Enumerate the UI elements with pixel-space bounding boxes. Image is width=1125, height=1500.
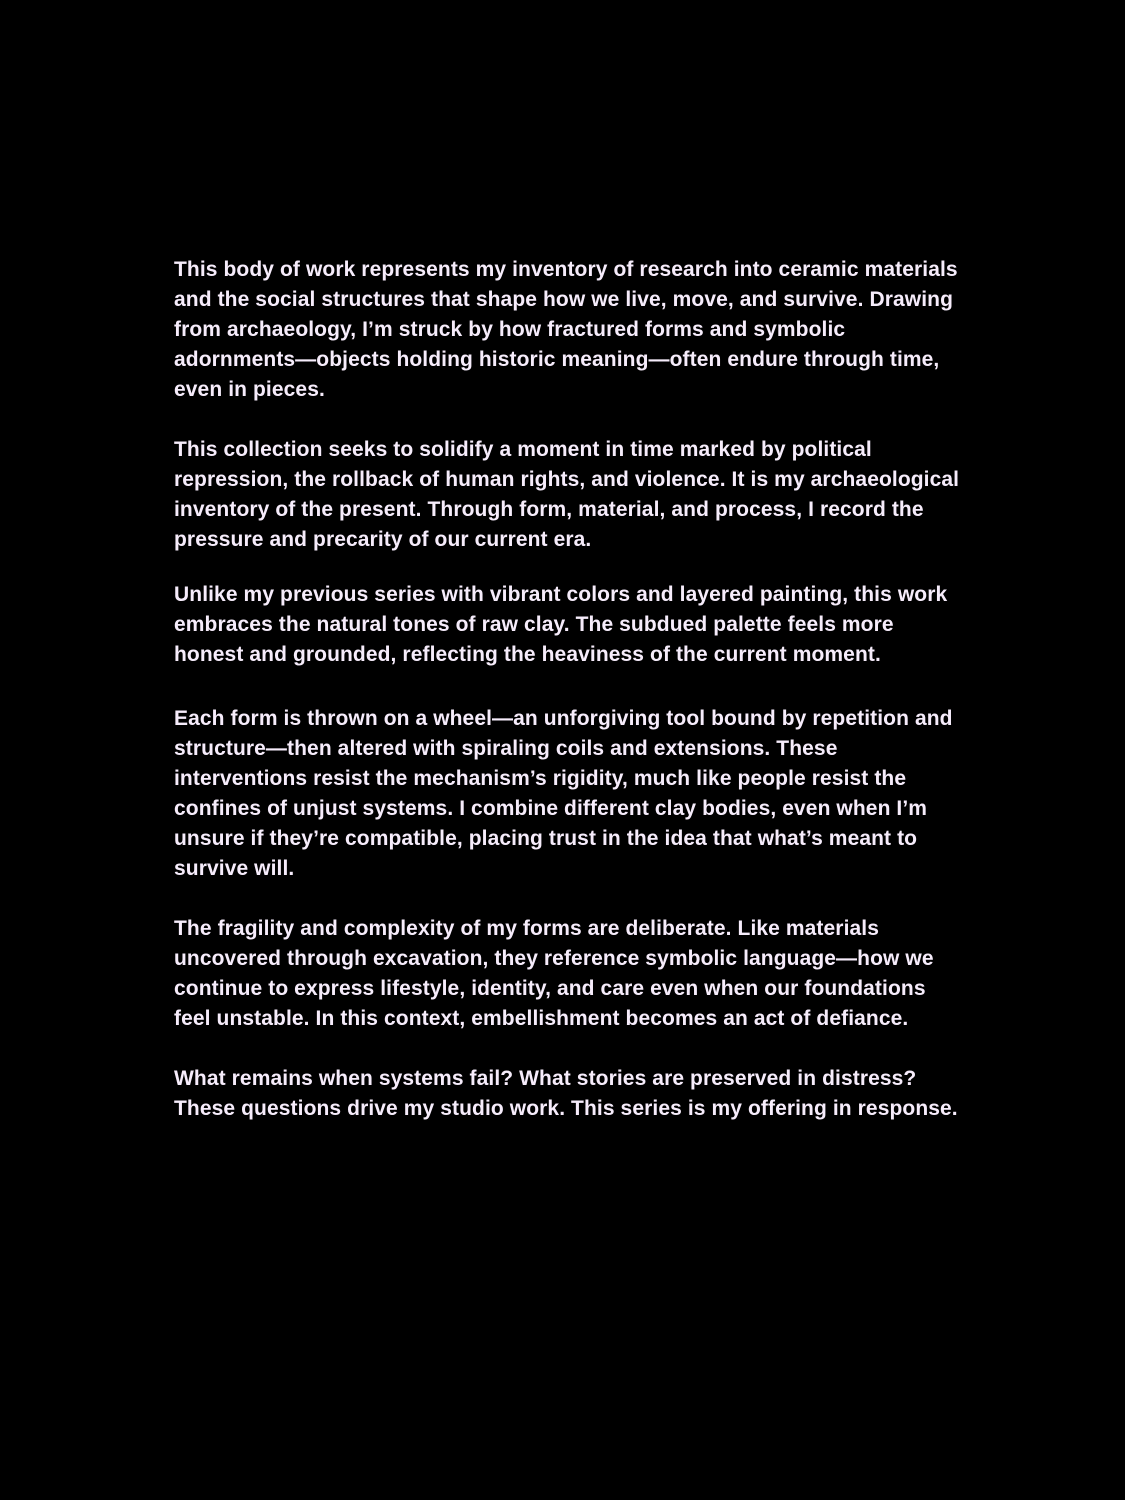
statement-paragraph-1: This body of work represents my inventory of research into ceramic materials and the social structures that shape how we live, move, and survive. Drawing from archaeology, I’m struck by how fractured forms and symbolic adornments—objects holding historic meaning—often endure through time, even in pieces. — [174, 258, 958, 401]
statement-paragraph-4: Each form is thrown on a wheel—an unforgiving tool bound by repetition and structure—then altered with spiraling coils and extensions. These interventions resist the mechanism’s rigidity, much like people resist the confines of unjust systems. I combine different clay bodies, even when I’m unsure if they’re compatible, placing trust in the idea that what’s meant to survive will. — [174, 707, 953, 880]
statement-paragraph-5: The fragility and complexity of my forms are deliberate. Like materials uncovered through excavation, they reference symbolic language—how we continue to express lifestyle, identity, and care even when our foundations feel unstable. In this context, embellishment becomes an act of defiance. — [174, 917, 934, 1030]
statement-paragraph-2: This collection seeks to solidify a moment in time marked by political repression, the rollback of human rights, and violence. It is my archaeological inventory of the present. Through form, material, and process, I record the pressure and precarity of our current era. — [174, 438, 960, 551]
artist-statement — [174, 255, 964, 1124]
statement-paragraph-3: Unlike my previous series with vibrant colors and layered painting, this work embraces the natural tones of raw clay. The subdued palette feels more honest and grounded, reflecting the heaviness of the current moment. — [174, 583, 948, 666]
statement-paragraph-6: What remains when systems fail? What stories are preserved in distress? These questions drive my studio work. This series is my offering in response. — [174, 1067, 958, 1120]
